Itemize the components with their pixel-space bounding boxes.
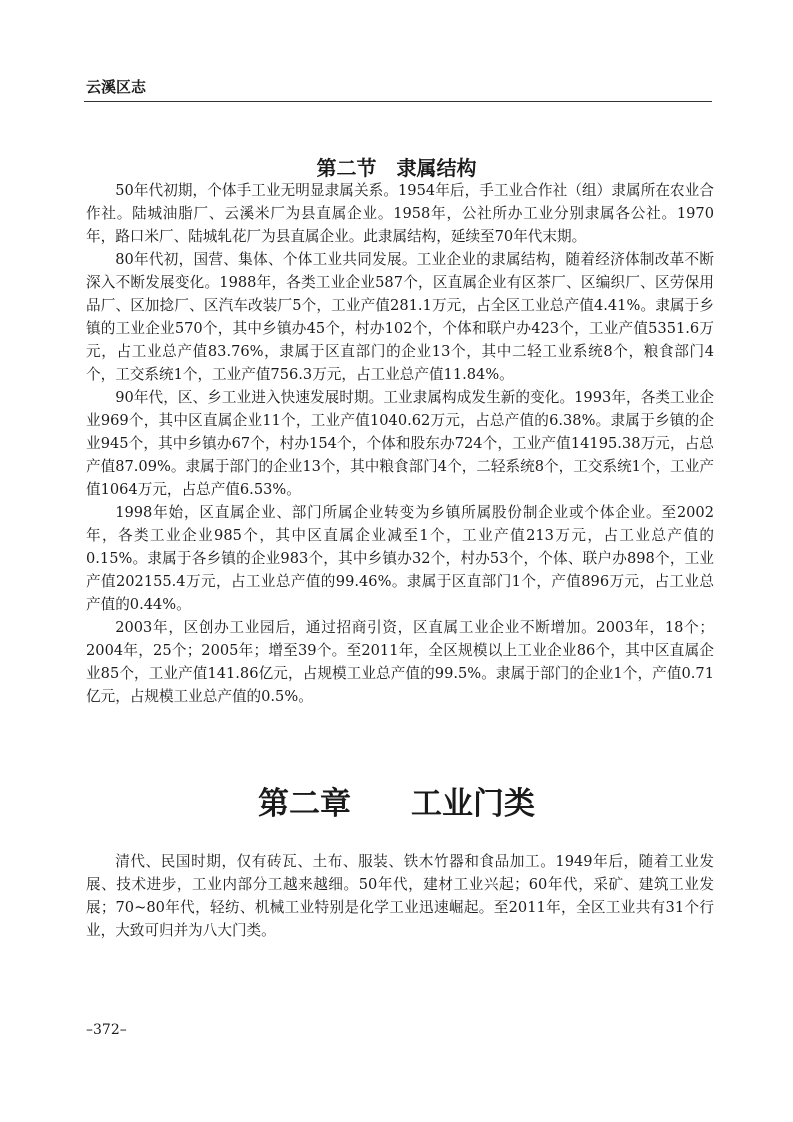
page-number: –372– [86, 1022, 127, 1038]
chapter-body [86, 850, 714, 942]
paragraph: 90年代，区、乡工业进入快速发展时期。工业隶属构成发生新的变化。1993年，各类工业企业969个，其中区直属企业11个，工业产值1040.62万元，占总产值的6.38%。隶属于乡镇的企业945个，其中乡镇办67个，村办154个，个体和股东办724个，工业产值14195.38万元，占总产值87.09%。隶属于部门的企业13个，其中粮食部门4个，二轻系统8个，工交系统1个，工业产值1064万元，占总产值6.53%。 [86, 389, 714, 498]
paragraph: 80年代初，国营、集体、个体工业共同发展。工业企业的隶属结构，随着经济体制改革不断深入不断发展变化。1988年，各类工业企业587个，区直属企业有区茶厂、区编织厂、区劳保用品厂、区加捻厂、区汽车改装厂5个，工业产值281.1万元，占全区工业总产值4.41%。隶属于乡镇的工业企业570个，其中乡镇办45个，村办102个，个体和联户办423个，工业产值5351.6万元，占工业总产值83.76%，隶属于区直部门的企业13个，其中二轻工业系统8个，粮食部门4个，工交系统1个，工业产值756.3万元，占工业总产值11.84%。 [86, 251, 714, 383]
running-header-title: 云溪区志 [86, 78, 147, 96]
paragraph: 1998年始，区直属企业、部门所属企业转变为乡镇所属股份制企业或个体企业。至2002年，各类工业企业985个，其中区直属企业减至1个，工业产值213万元，占工业总产值的0.15%。隶属于各乡镇的企业983个，其中乡镇办32个，村办53个，个体、联户办898个，工业产值202155.4万元，占工业总产值的99.46%。隶属于区直部门1个，产值896万元，占工业总产值的0.44%。 [86, 504, 714, 613]
header-divider [84, 101, 712, 102]
section-heading [0, 152, 793, 181]
section-title: 隶属结构 [396, 156, 477, 180]
section-number: 第二节 [316, 156, 377, 180]
chapter-number: 第二章 [258, 786, 351, 822]
chapter-title: 工业门类 [411, 786, 535, 822]
chapter-heading [0, 778, 793, 823]
section-body [86, 179, 714, 708]
paragraph: 清代、民国时期，仅有砖瓦、土布、服装、铁木竹器和食品加工。1949年后，随着工业发展、技术进步，工业内部分工越来越细。50年代，建材工业兴起；60年代，采矿、建筑工业发展；70~80年代，轻纺、机械工业特别是化学工业迅速崛起。至2011年，全区工业共有31个行业，大致可归并为八大门类。 [86, 853, 714, 939]
paragraph: 50年代初期，个体手工业无明显隶属关系。1954年后，手工业合作社（组）隶属所在农业合作社。陆城油脂厂、云溪米厂为县直属企业。1958年，公社所办工业分别隶属各公社。1970年，路口米厂、陆城轧花厂为县直属企业。此隶属结构，延续至70年代末期。 [86, 182, 714, 245]
paragraph: 2003年，区创办工业园后，通过招商引资，区直属工业企业不断增加。2003年，18个；2004年，25个；2005年；增至39个。至2011年，全区规模以上工业企业86个，其中区直属企业85个，工业产值141.86亿元，占规模工业总产值的99.5%。隶属于部门的企业1个，产值0.71亿元，占规模工业总产值的0.5%。 [86, 619, 714, 705]
